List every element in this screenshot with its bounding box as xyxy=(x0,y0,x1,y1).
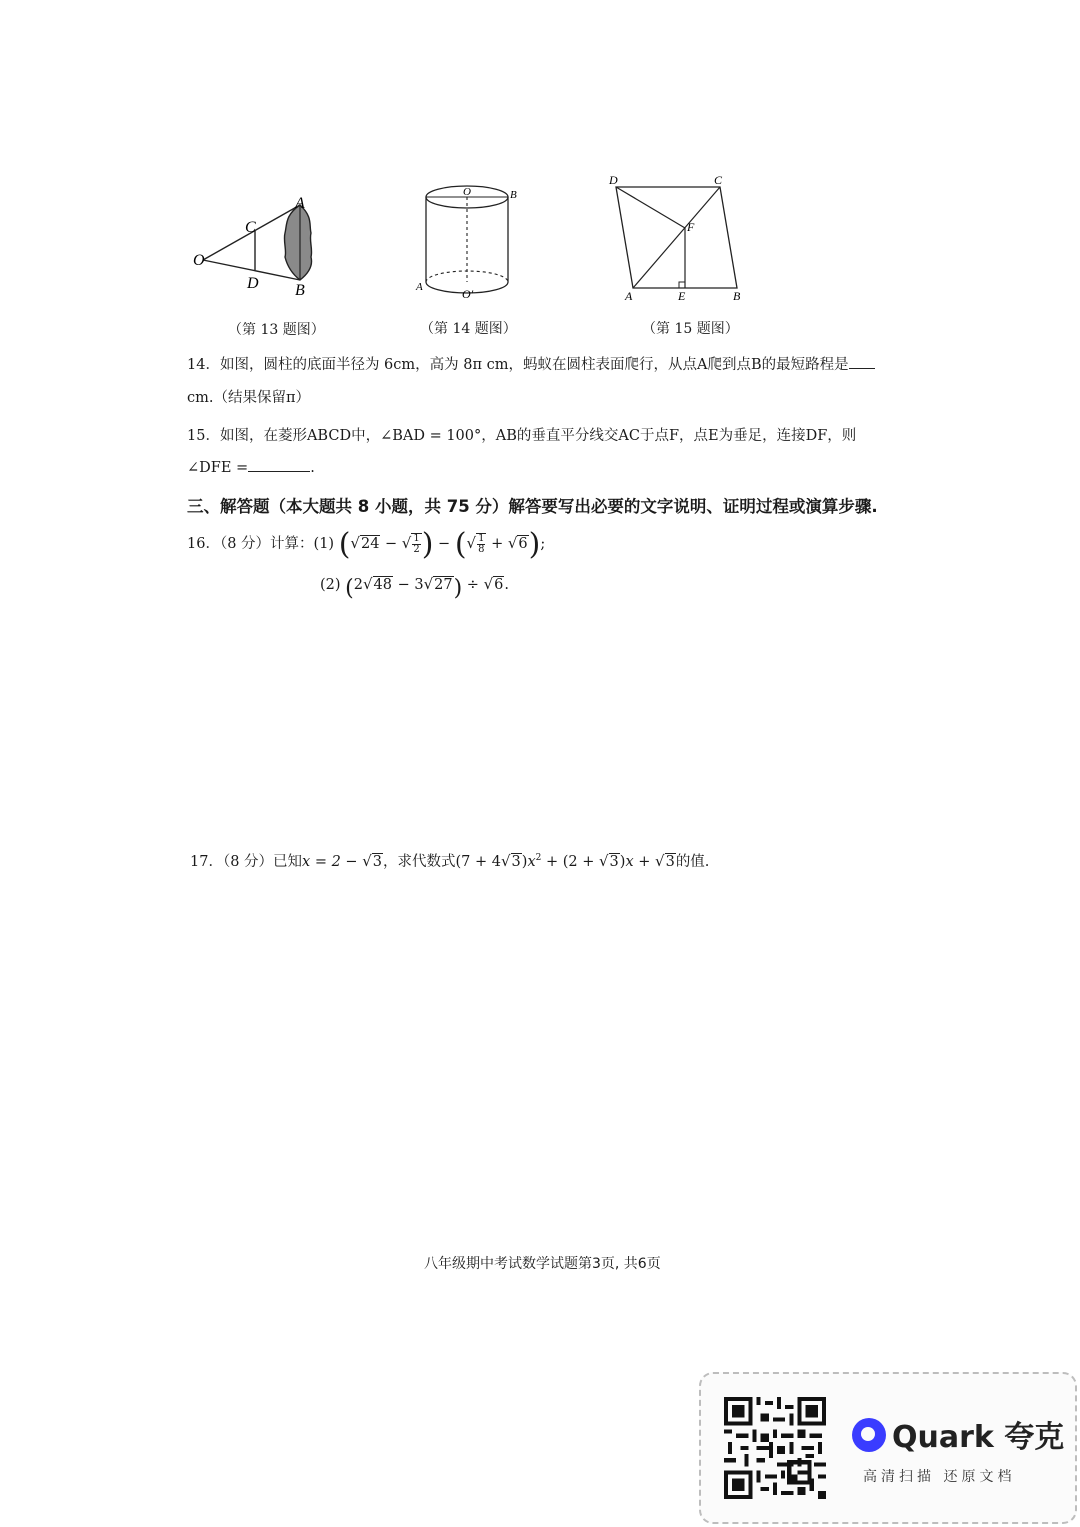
question-14-line1 xyxy=(187,353,875,374)
question-14-line2: cm.（结果保留π） xyxy=(187,390,311,406)
fig14-label-a: A xyxy=(416,281,423,293)
fig13-label-b: B xyxy=(295,282,305,299)
question-16-part2 xyxy=(320,575,509,599)
fig15-label-f: F xyxy=(687,220,695,234)
fig13-label-c: C xyxy=(245,219,256,236)
q16-expr2: (2√48 − 3√27) ÷ √6. xyxy=(345,575,509,601)
figure-15 xyxy=(603,170,753,305)
q16-expr1: (√24 − √ $\frac{1}{2}$ ) − (√ $\frac{1}{8}$ + √6); xyxy=(338,527,546,562)
q17-suffix: 的值. xyxy=(675,854,710,870)
fig15-label-a: A xyxy=(625,289,633,303)
fig15-label-d: D xyxy=(609,173,618,187)
fig15-label-b: B xyxy=(733,289,741,303)
fig13-label-a: A xyxy=(295,195,305,212)
q17-prefix: 17．（8 分）已知 xyxy=(190,854,303,870)
question-15-line2: ∠DFE = . xyxy=(187,457,315,476)
q17-x-def: x = 2 − xyxy=(302,854,363,870)
fig15-label-e: E xyxy=(678,289,686,303)
quark-brand xyxy=(852,1412,1064,1456)
fig14-label-o-prime: O' xyxy=(462,287,474,301)
q16-p2-label: (2) xyxy=(320,577,341,593)
fig14-caption: （第 14 题图） xyxy=(420,321,517,337)
q15-text: ∠DFE = xyxy=(187,460,249,476)
q14-answer-blank[interactable] xyxy=(849,354,875,369)
qr-code-icon xyxy=(724,1397,826,1499)
q16-prefix: 16．（8 分）计算：(1) xyxy=(187,536,335,552)
q15-answer-blank[interactable] xyxy=(248,457,310,472)
fig13-caption: （第 13 题图） xyxy=(228,322,325,338)
fig15-label-c: C xyxy=(714,173,723,187)
question-16-part1 xyxy=(187,527,546,562)
quark-logo-icon xyxy=(852,1418,886,1452)
quark-brand-text: Quark 夸克 xyxy=(892,1420,1065,1455)
q14-text: 14．如图，圆柱的底面半径为 6cm，高为 8π cm，蚂蚁在圆柱表面爬行，从点A爬到点B的最短路程是 xyxy=(187,357,849,373)
quark-slogan: 高清扫描 还原文档 xyxy=(863,1469,1016,1485)
fig14-label-o: O xyxy=(463,186,471,198)
q17-mid: ，求代数式(7 + 4 xyxy=(382,854,501,870)
page-footer: 八年级期中考试数学试题第3页, 共6页 xyxy=(424,1256,661,1272)
figure-14 xyxy=(412,182,527,302)
section-3-heading: 三、解答题（本大题共 8 小题，共 75 分）解答要写出必要的文字说明、证明过程或演算步骤. xyxy=(187,497,878,516)
fig15-caption: （第 15 题图） xyxy=(642,321,739,337)
question-15-line1: 15．如图，在菱形ABCD中，∠BAD = 100°，AB的垂直平分线交AC于点F，点E为垂足，连接DF，则 xyxy=(187,428,857,444)
fig13-label-d: D xyxy=(247,275,259,292)
figure-13 xyxy=(185,185,335,310)
question-17: 17．（8 分）已知x = 2 − √3，求代数式$(7 + 4√3)x^2 + (2 + √3)x + √3$的值. xyxy=(190,852,710,870)
fig14-label-b: B xyxy=(510,189,517,201)
fig13-label-o: O xyxy=(193,252,205,269)
